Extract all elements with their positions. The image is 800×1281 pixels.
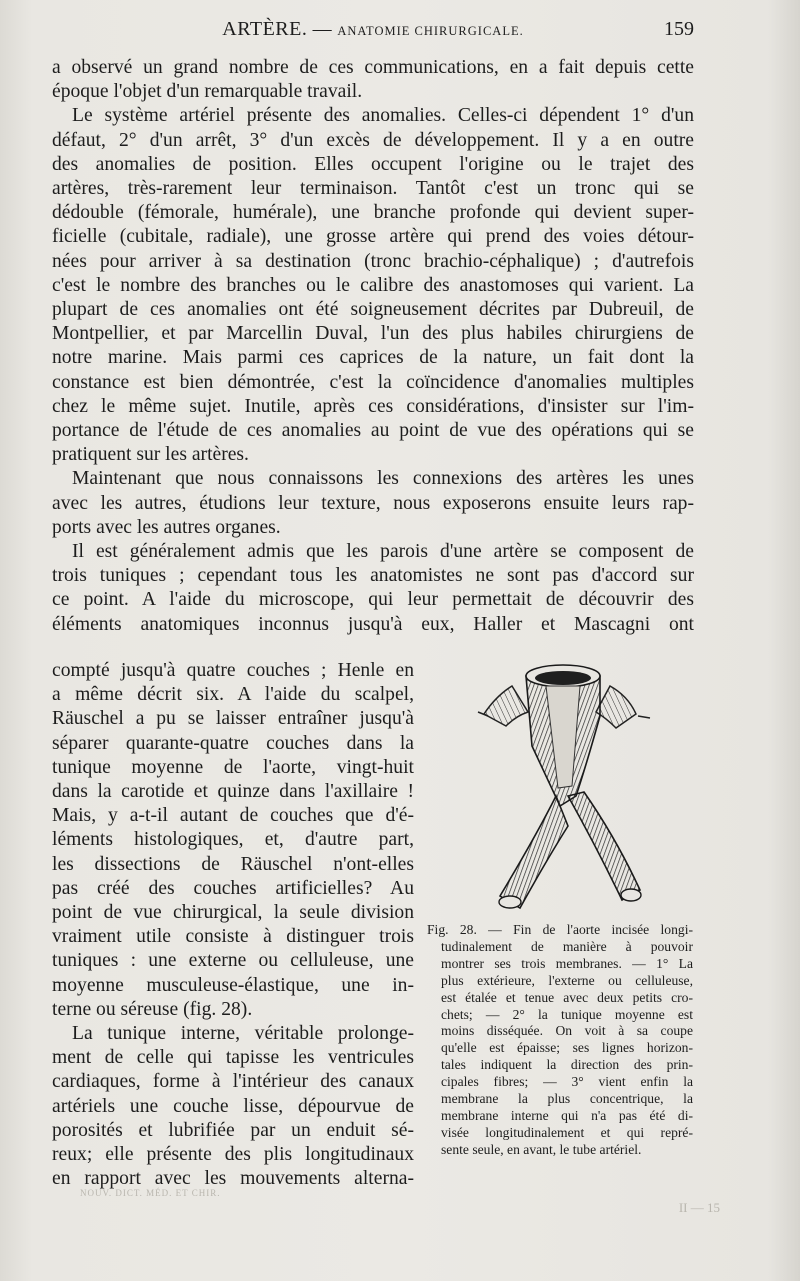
text-line: point de vue chirurgical, la seule division [52, 902, 414, 924]
caption-line: chets; — 2° la tunique moyenne est [441, 1006, 693, 1022]
text-line: artères, très-rarement leur terminaison. Tantôt c'est un tronc qui se [52, 178, 694, 200]
text-line: pas créé des couches artificielles? Au [52, 877, 414, 899]
text-line: ce point. A l'aide du microscope, qui leur permettait de découvrir des [52, 589, 694, 611]
text-line: éléments anatomiques inconnus jusqu'à eux, Haller et Mascagni ont [52, 613, 694, 635]
text-line: compté jusqu'à quatre couches ; Henle en [52, 660, 414, 681]
page-number: 159 [664, 18, 694, 40]
text-line: porosités et lubrifiée par un enduit sé- [52, 1119, 414, 1141]
text-line: notre marine. Mais parmi ces caprices de la nature, un fait dont la [52, 347, 694, 369]
text-line: époque l'objet d'un remarquable travail. [52, 81, 363, 103]
footer-sheet-number: II — 15 [678, 1200, 720, 1215]
text-line: cardiaques, forme à l'intérieur des canaux [52, 1071, 414, 1093]
header-title-sub: ANATOMIE CHIRURGICALE. [337, 24, 524, 38]
text-line: Maintenant que nous connaissons les connexions des artères les unes [72, 468, 694, 490]
caption-line: plus extérieure, l'externe ou celluleuse, [441, 972, 693, 988]
text-line: moyenne musculeuse-élastique, une in- [52, 974, 414, 996]
text-line: défaut, 2° d'un arrêt, 3° d'un excès de développement. Il y a en outre [52, 129, 694, 151]
text-line: dédouble (fémorale, humérale), une branche profonde qui devient super- [52, 202, 694, 224]
caption-line: montrer ses trois membranes. — 1° La [441, 955, 693, 971]
text-line: Räuschel a pu se laisser entraîner jusqu'à [52, 708, 414, 730]
text-line: tuniques : une externe ou celluleuse, une [52, 950, 414, 972]
caption-line: cipales fibres; — 3° vient enfin la [441, 1074, 693, 1090]
caption-line: membrane interne qui n'a pas été di- [441, 1107, 693, 1123]
text-line: a même décrit six. A l'aide du scalpel, [52, 684, 414, 706]
text-line: vraiment utile consiste à distinguer trois [52, 926, 414, 948]
text-line: avec les autres, étudions leur texture, nous exposerons ensuite leurs rap- [52, 492, 694, 514]
text-line: séparer quarante-quatre couches dans la [52, 732, 414, 754]
text-line: artériels une couche lisse, dépourvue de [52, 1095, 414, 1117]
text-line: ment de celle qui tapisse les ventricules [52, 1047, 414, 1069]
text-line: Il est généralement admis que les parois d'une artère se composent de [72, 541, 694, 563]
body-text [52, 56, 694, 637]
caption-line: est étalée et tenue avec deux petits cro- [441, 989, 693, 1005]
text-line: plupart de ces anomalies ont été soigneusement décrites par Dubreuil, de [52, 299, 694, 321]
caption-line: membrane la plus concentrique, la [441, 1091, 693, 1107]
caption-line: visée longitudinalement et qui repré- [441, 1124, 693, 1140]
text-line: portance de l'étude de ces anomalies au point de vue des opérations qui se [52, 420, 694, 442]
text-line: trois tuniques ; cependant tous les anatomistes ne sont pas d'accord sur [52, 565, 694, 587]
text-line: chez le même sujet. Inutile, après ces considérations, d'insister sur l'im- [52, 395, 694, 417]
text-line: Mais, y a-t-il autant de couches que d'é- [52, 805, 414, 827]
running-header [52, 18, 694, 46]
header-title [52, 18, 694, 41]
header-dash: — [312, 19, 333, 40]
caption-line: tudinalement de manière à pouvoir [441, 938, 693, 954]
text-line: ficielle (cubitale, radiale), une grosse artère qui prend des voies détour- [52, 226, 694, 248]
text-line: nées pour arriver à sa destination (tronc brachio-céphalique) ; d'autrefois [52, 250, 694, 272]
text-line: dans la carotide et quinze dans l'axillaire ! [52, 781, 414, 803]
text-line: en rapport avec les mouvements alterna- [52, 1168, 414, 1190]
caption-line: Fig. 28. — Fin de l'aorte incisée longi- [427, 922, 693, 937]
caption-line: qu'elle est épaisse; ses lignes horizon- [441, 1040, 693, 1056]
text-line: tunique moyenne de l'aorte, vingt-huit [52, 756, 414, 778]
text-line: reux; elle présente des plis longitudinaux [52, 1144, 414, 1166]
text-line: a observé un grand nombre de ces communications, en a fait depuis cette [52, 57, 694, 78]
text-line: Montpellier, et par Marcellin Duval, l'un des plus habiles chirurgiens de [52, 323, 694, 345]
text-line: les dissections de Räuschel n'ont-elles [52, 853, 414, 875]
figure-caption [427, 922, 693, 1159]
header-title-main: ARTÈRE. [222, 18, 308, 40]
caption-line: tales indiquent la direction des prin- [441, 1057, 693, 1073]
text-line: Le système artériel présente des anomalies. Celles-ci dépendent 1° d'un [72, 105, 694, 127]
narrow-column-text [52, 659, 414, 1191]
text-line: pratiquent sur les artères. [52, 444, 249, 466]
text-line: léments histologiques, et, d'autre part, [52, 829, 414, 851]
text-line: terne ou séreuse (fig. 28). [52, 998, 253, 1020]
text-line: La tunique interne, véritable prolonge- [72, 1023, 414, 1045]
text-line: constance est bien démontrée, c'est la coïncidence d'anomalies multiples [52, 371, 694, 393]
caption-line: moins disséquée. On voit à sa coupe [441, 1023, 693, 1039]
caption-line: sente seule, en avant, le tube artériel. [441, 1141, 642, 1157]
text-line: des anomalies de position. Elles occupent l'origine ou le trajet des [52, 153, 694, 175]
text-line: ports avec les autres organes. [52, 516, 281, 538]
aorta-engraving-icon [476, 656, 656, 916]
text-line: c'est le nombre des branches ou le calibre des anastomoses qui varient. La [52, 274, 694, 296]
footer-signature: NOUV. DICT. MÉD. ET CHIR. [80, 1188, 221, 1198]
